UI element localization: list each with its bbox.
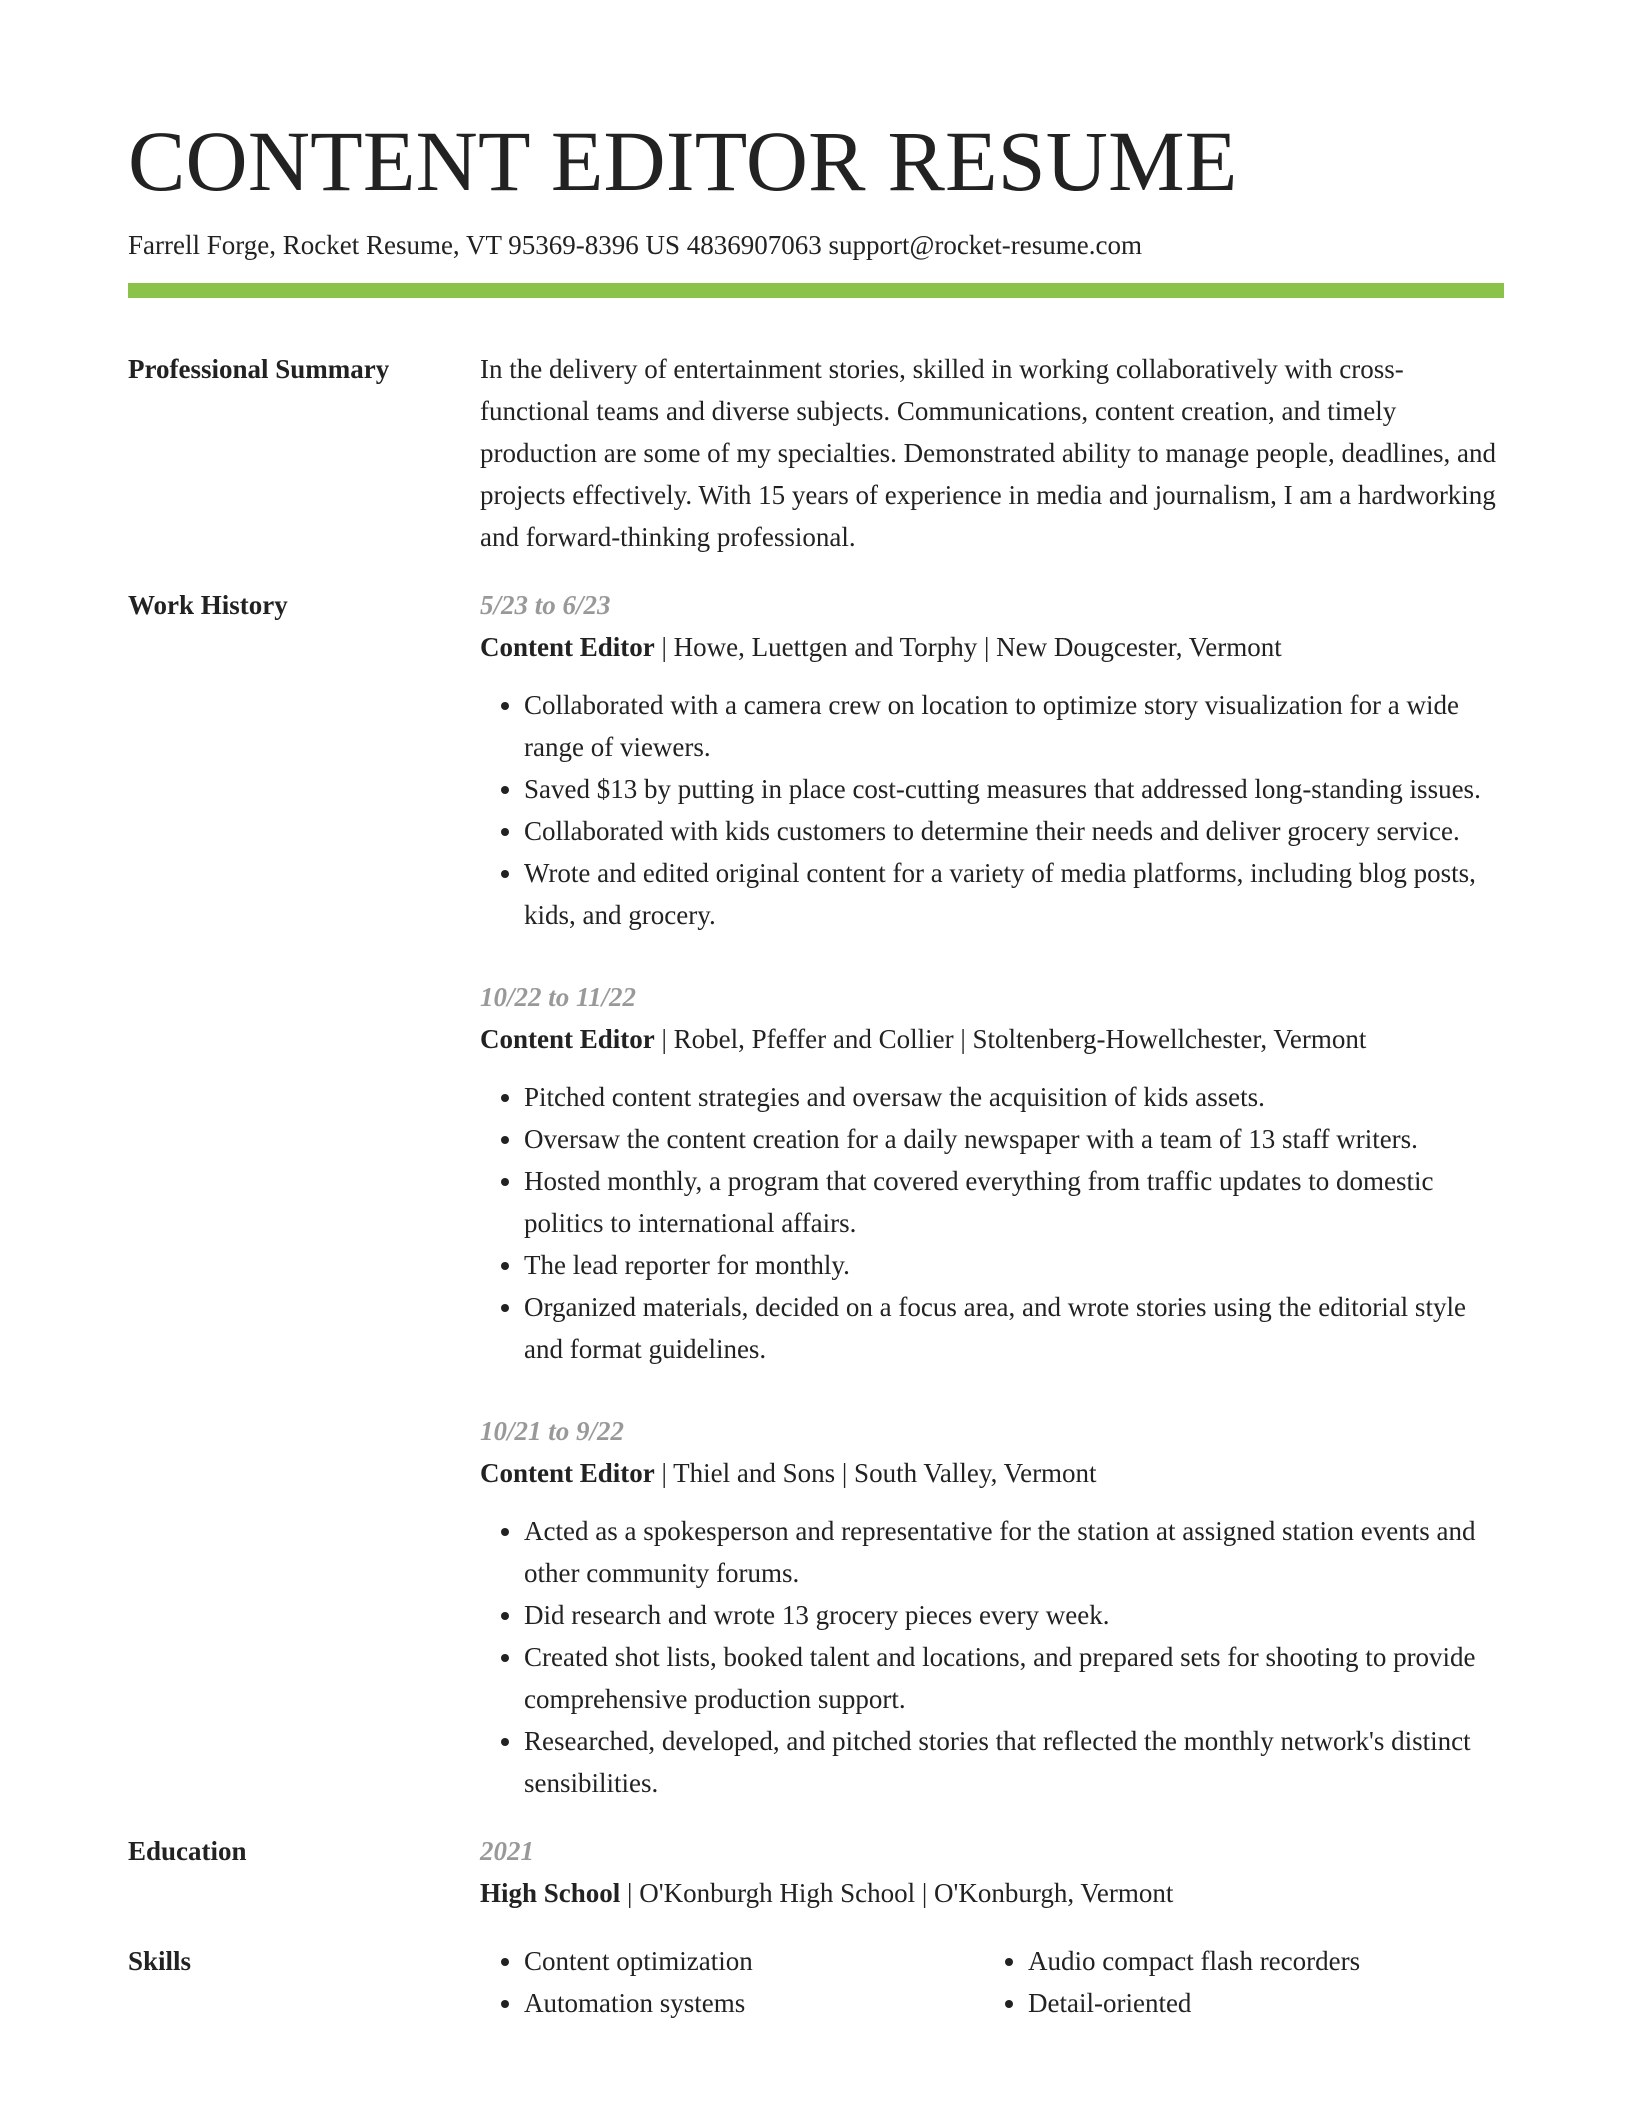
skill-item: • Audio compact flash recorders [1028,1940,1488,1982]
job-bullets [480,1076,1504,1370]
education-year: 2021 [480,1836,534,1867]
job-entry [480,976,1504,1370]
job-title: Content Editor [480,632,655,663]
job-bullet: • Researched, developed, and pitched stories that reflected the monthly network's distinct sensibilities. [524,1720,1504,1804]
job-role-line [480,1452,1504,1494]
resume-title: CONTENT EDITOR RESUME [128,113,1238,209]
job-bullet: • Organized materials, decided on a focus area, and wrote stories using the editorial style and format guidelines. [524,1286,1504,1370]
job-bullet: • Saved $13 by putting in place cost-cutting measures that addressed long-standing issues. [524,768,1504,810]
job-bullet: • Pitched content strategies and oversaw the acquisition of kids assets. [524,1076,1504,1118]
job-bullet: • Collaborated with kids customers to determine their needs and deliver grocery service. [524,810,1504,852]
job-bullet: • Hosted monthly, a program that covered everything from traffic updates to domestic politics to international affairs. [524,1160,1504,1244]
job-entry [480,1410,1504,1804]
job-bullet: • Acted as a spokesperson and representative for the station at assigned station events and other community forums. [524,1510,1504,1594]
job-bullet: • Oversaw the content creation for a daily newspaper with a team of 13 staff writers. [524,1118,1504,1160]
work-history-section [128,584,1504,1804]
skills-column-right [984,1940,1488,2024]
work-history-body [480,584,1504,1804]
skill-item: • Detail-oriented [1028,1982,1488,2024]
job-title: Content Editor [480,1024,655,1055]
section-heading-skills: Skills [128,1946,192,1977]
job-entry [480,584,1504,936]
job-details: | Robel, Pfeffer and Collier | Stoltenberg-Howellchester, Vermont [654,1024,1367,1055]
contact-line: Farrell Forge, Rocket Resume, VT 95369-8396 US 4836907063 support@rocket-resume.com [128,230,1142,260]
job-dates: 10/22 to 11/22 [480,982,637,1013]
job-bullets [480,1510,1504,1804]
skills-section [128,1940,1504,2024]
section-heading-work-history: Work History [128,590,288,621]
job-bullets [480,684,1504,936]
job-bullet: • Collaborated with a camera crew on location to optimize story visualization for a wide range of viewers. [524,684,1504,768]
job-bullet: • Wrote and edited original content for a variety of media platforms, including blog posts, kids, and grocery. [524,852,1504,936]
accent-divider [128,283,1504,298]
education-section [128,1830,1504,1914]
education-details: | O'Konburgh High School | O'Konburgh, Vermont [620,1878,1174,1909]
job-dates: 10/21 to 9/22 [480,1416,625,1447]
skill-item: • Automation systems [524,1982,984,2024]
skills-list-right [984,1940,1488,2024]
skills-column-left [480,1940,984,2024]
job-dates: 5/23 to 6/23 [480,590,611,621]
education-line [480,1872,1504,1914]
job-role-line [480,626,1504,668]
summary-body [480,348,1504,558]
skills-grid [480,1940,1504,2024]
summary-section [128,348,1504,558]
job-bullet: • Created shot lists, booked talent and locations, and prepared sets for shooting to provide comprehensive production support. [524,1636,1504,1720]
skills-list-left [480,1940,984,2024]
section-heading-education: Education [128,1836,247,1867]
skill-item: • Content optimization [524,1940,984,1982]
summary-text: In the delivery of entertainment stories, skilled in working collaboratively with cross-functional teams and diverse subjects. Communications, content creation, and timely production are some of my specialties. Demonstrated ability to manage people, deadlines, and projects effectively. With 15 years of experience in media and journalism, I am a hardworking and forward-thinking professional. [480,354,1496,553]
education-degree: High School [480,1878,621,1909]
job-role-line [480,1018,1504,1060]
job-details: | Howe, Luettgen and Torphy | New Dougcester, Vermont [654,632,1282,663]
education-body [480,1830,1504,1914]
job-details: | Thiel and Sons | South Valley, Vermont [654,1458,1097,1489]
section-heading-summary: Professional Summary [128,354,390,385]
skills-body [480,1940,1504,2024]
job-bullet: • Did research and wrote 13 grocery pieces every week. [524,1594,1504,1636]
job-title: Content Editor [480,1458,655,1489]
job-bullet: • The lead reporter for monthly. [524,1244,1504,1286]
